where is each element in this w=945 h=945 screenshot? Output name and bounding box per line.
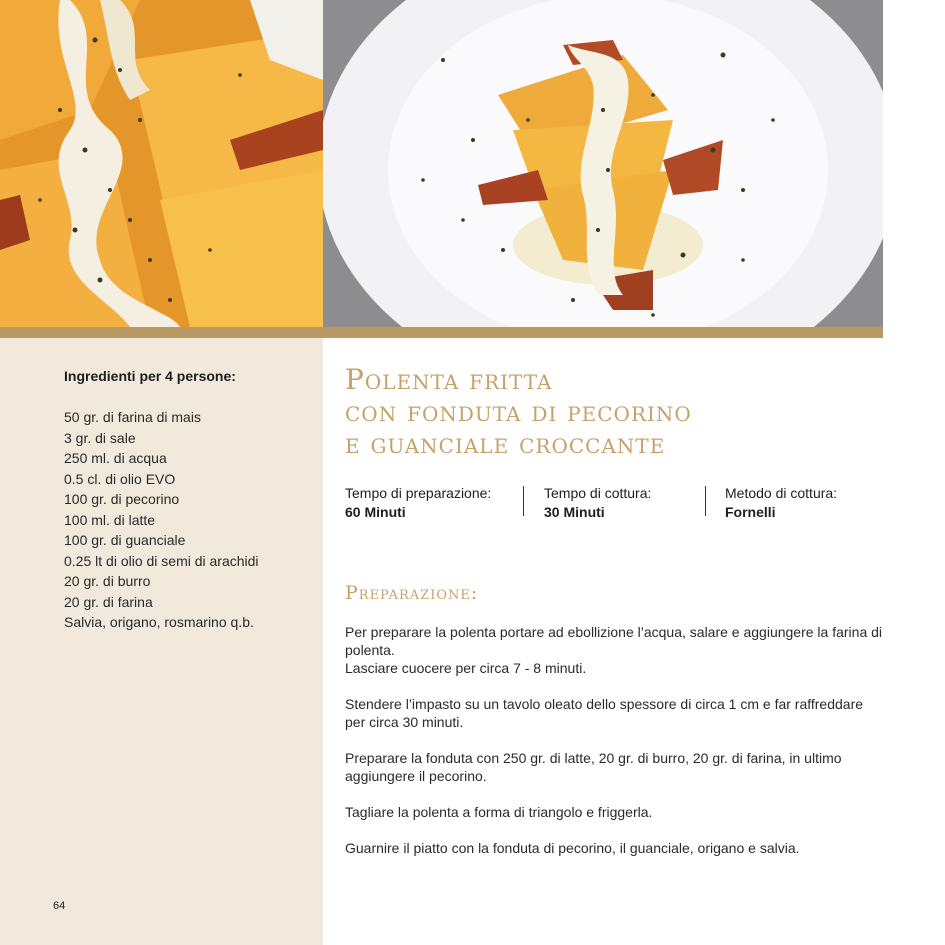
info-divider [705,486,706,516]
recipe-title [345,364,692,460]
prep-time-value: 60 Minuti [345,504,406,520]
preparation-step [345,623,885,677]
ingredient-item: 0.5 cl. di olio EVO [64,470,176,487]
ingredient-item: Salvia, origano, rosmarino q.b. [64,614,254,630]
ingredient-item: 3 gr. di sale [64,429,136,446]
ingredient-item: 0.25 lt di olio di semi di arachidi [64,552,259,569]
info-divider [523,486,524,516]
step-text: Guarnire il piatto con la fonduta di pecorino, il guanciale, origano e salvia. [345,840,800,856]
preparation-step [345,803,885,821]
preparation-step [345,749,885,785]
ingredient-item: 100 gr. di guanciale [64,532,186,548]
step-text: Per preparare la polenta portare ad ebollizione l’acqua, salare e aggiungere la farina di polenta. [345,624,883,658]
step-text: Preparare la fonduta con 250 gr. di latte, 20 gr. di burro, 20 gr. di farina, in ultimo aggiungere il pecorino. [345,750,842,784]
recipe-title-line: Polenta fritta [345,363,553,396]
ingredients-list [64,407,259,633]
plated-dish-photo [323,0,883,327]
step-text: Stendere l’impasto su un tavolo oleato dello spessore di circa 1 cm e far raffreddare per circa 30 minuti. [345,696,864,730]
ingredient-item: 20 gr. di burro [64,573,151,589]
food-closeup-illustration [0,0,323,327]
cook-time-info [544,484,651,522]
food-closeup-photo [0,0,323,327]
cook-time-value: 30 Minuti [544,504,605,520]
step-text: Lasciare cuocere per circa 7 - 8 minuti. [345,660,587,676]
step-text: Tagliare la polenta a forma di triangolo e friggerla. [345,804,653,820]
prep-time-info [345,484,491,522]
preparation-heading: Preparazione: [345,582,479,604]
cook-time-label: Tempo di cottura: [544,485,652,501]
ingredient-item: 20 gr. di farina [64,593,153,610]
recipe-title-line: con fonduta di pecorino [345,395,692,428]
plated-dish-illustration [323,0,883,327]
ingredient-item: 100 gr. di pecorino [64,491,180,507]
ingredient-item: 100 ml. di latte [64,511,156,528]
cook-method-label: Metodo di cottura: [725,485,838,501]
ingredients-title: Ingredienti per 4 persone: [64,368,236,384]
gold-divider-bar [0,327,883,338]
page-number: 64 [53,900,66,912]
ingredient-item: 50 gr. di farina di mais [64,409,201,425]
preparation-step [345,695,885,731]
cook-method-value: Fornelli [725,504,776,520]
preparation-steps [345,623,885,875]
prep-time-label: Tempo di preparazione: [345,485,492,501]
recipe-title-line: e guanciale croccante [345,427,666,460]
cook-method-info [725,484,837,522]
preparation-step [345,839,885,857]
ingredient-item: 250 ml. di acqua [64,450,167,466]
